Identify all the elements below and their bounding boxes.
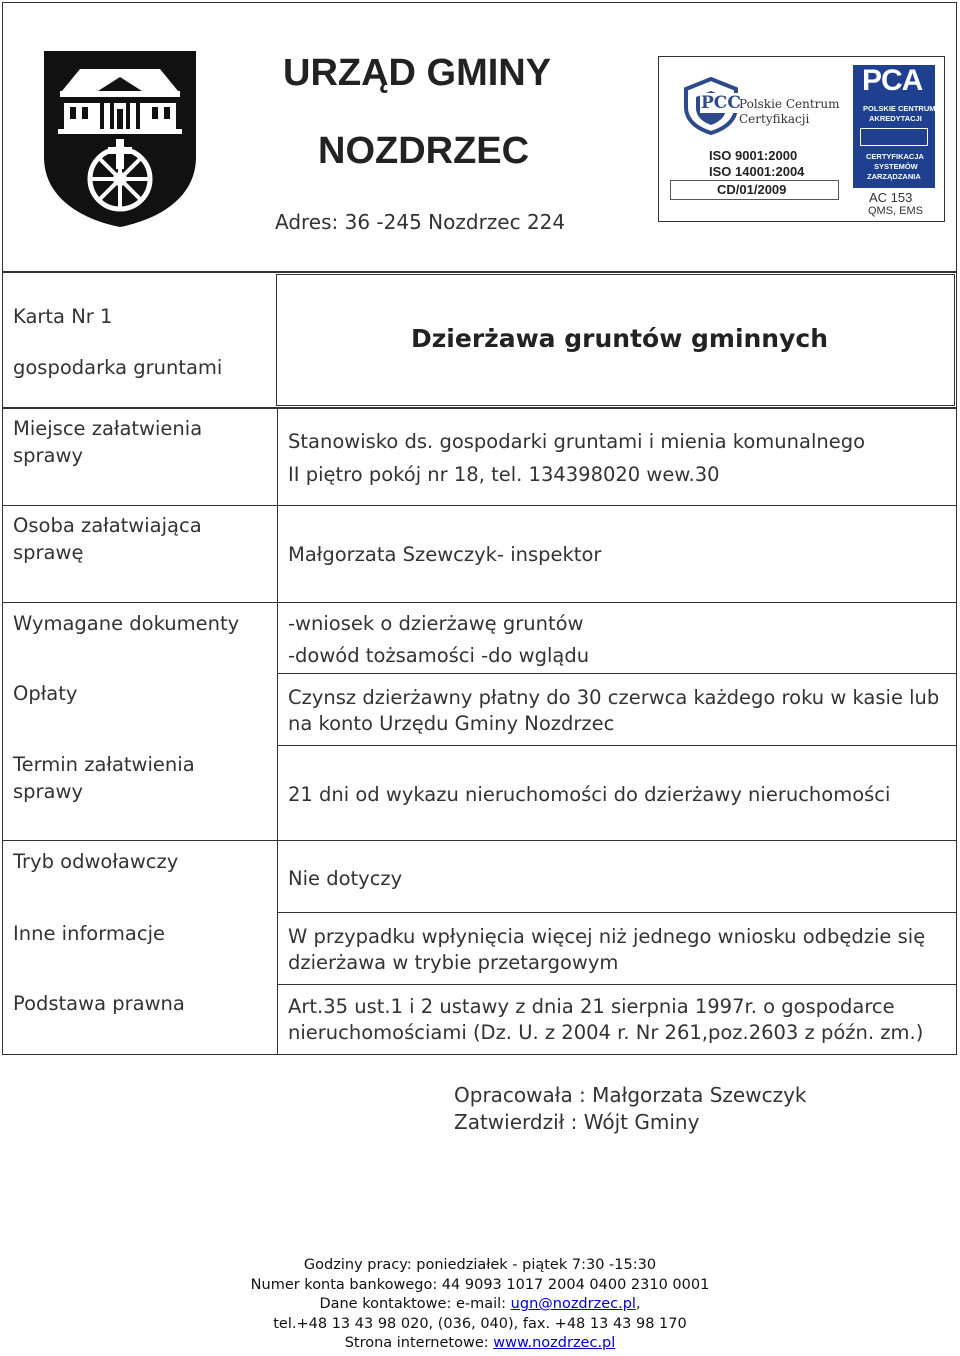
row-divider	[3, 840, 956, 841]
row-divider	[277, 673, 956, 674]
place-label-line2: sprawy	[13, 444, 83, 467]
other-info-label: Inne informacje	[13, 922, 165, 945]
phone-fax: tel.+48 13 43 98 020, (036, 040), fax. +48 13 43 98 170	[273, 1315, 687, 1332]
appeal-value: Nie dotyczy	[288, 867, 403, 890]
bank-account: Numer konta bankowego: 44 9093 1017 2004 0400 2310 0001	[250, 1276, 710, 1293]
row-divider	[277, 602, 956, 603]
website-line	[150, 1334, 810, 1354]
pca-name-line1: POLSKIE CENTRUM	[863, 104, 936, 113]
row-divider	[3, 602, 277, 603]
other-info-value-line2: dzierżawa w trybie przetargowym	[288, 951, 619, 974]
approved-by: Zatwierdził : Wójt Gminy	[454, 1110, 700, 1134]
iso-9001: ISO 9001:2000	[709, 148, 798, 163]
term-label-line1: Termin załatwienia	[13, 753, 195, 776]
website-link[interactable]: www.nozdrzec.pl	[493, 1335, 616, 1351]
legal-basis-value-line1: Art.35 ust.1 i 2 ustawy z dnia 21 sierpnia 1997r. o gospodarce	[288, 995, 895, 1018]
fees-label: Opłaty	[13, 682, 78, 705]
place-label-line1: Miejsce załatwienia	[13, 417, 203, 440]
email-link[interactable]: ugn@nozdrzec.pl	[510, 1296, 636, 1312]
documents-value-line1: -wniosek o dzierżawę gruntów	[288, 612, 584, 635]
row-divider	[3, 505, 277, 506]
place-value-line1: Stanowisko ds. gospodarki gruntami i mienia komunalnego	[288, 430, 866, 453]
row-divider	[277, 745, 956, 746]
prepared-by: Opracowała : Małgorzata Szewczyk	[454, 1083, 807, 1107]
pca-cert-line3: ZARZĄDZANIA	[867, 172, 921, 181]
pca-badge-divider	[860, 128, 928, 146]
person-value: Małgorzata Szewczyk- inspektor	[288, 543, 602, 566]
pca-logo-text: PCA	[862, 64, 923, 97]
documents-value-line2: -dowód tożsamości -do wglądu	[288, 644, 590, 667]
coat-of-arms-emblem	[40, 47, 200, 229]
row-divider	[277, 912, 956, 913]
office-hours: Godziny pracy: poniedziałek - piątek 7:30 -15:30	[303, 1257, 657, 1273]
website-prefix: Strona internetowe:	[344, 1335, 494, 1351]
card-number: Karta Nr 1	[13, 305, 113, 328]
other-info-value-line1: W przypadku wpłynięcia więcej niż jednego wniosku odbędzie się	[288, 925, 926, 948]
row-divider	[277, 505, 956, 506]
card-category: gospodarka gruntami	[13, 356, 223, 379]
appeal-label: Tryb odwoławczy	[13, 850, 179, 873]
place-value-line2: II piętro pokój nr 18, tel. 134398020 wew.30	[288, 463, 720, 486]
card-title: Dzierżawa gruntów gminnych	[411, 324, 829, 353]
pca-name-line2: AKREDYTACJI	[869, 114, 922, 123]
term-label-line2: sprawy	[13, 780, 83, 803]
footer	[150, 1256, 810, 1354]
pcc-certificate-number: CD/01/2009	[717, 182, 787, 197]
person-label-line1: Osoba załatwiająca	[13, 514, 202, 537]
office-title-line2: NOZDRZEC	[318, 130, 530, 172]
legal-basis-label: Podstawa prawna	[13, 992, 185, 1015]
fees-value-line2: na konto Urzędu Gminy Nozdrzec	[288, 712, 615, 735]
contact-suffix: ,	[635, 1296, 641, 1312]
iso-14001: ISO 14001:2004	[709, 164, 805, 179]
office-address: Adres: 36 -245 Nozdrzec 224	[275, 210, 566, 234]
pcc-logo-text: PCC	[701, 93, 741, 113]
fees-value-line1: Czynsz dzierżawny płatny do 30 czerwca każdego roku w kasie lub	[288, 686, 940, 709]
pcc-name-line1: Polskie Centrum	[739, 97, 840, 111]
term-value: 21 dni od wykazu nieruchomości do dzierżawy nieruchomości	[288, 783, 891, 806]
legal-basis-value-line2: nieruchomościami (Dz. U. z 2004 r. Nr 261,poz.2603 z późn. zm.)	[288, 1021, 924, 1044]
pca-cert-line2: SYSTEMÓW	[874, 162, 918, 171]
office-title-line1: URZĄD GMINY	[283, 52, 552, 94]
documents-label: Wymagane dokumenty	[13, 612, 240, 635]
pca-accreditation-number: AC 153	[869, 190, 913, 205]
contact-line	[150, 1295, 810, 1315]
contact-prefix: Dane kontaktowe: e-mail:	[319, 1296, 511, 1312]
person-label-line2: sprawę	[13, 541, 84, 564]
pca-cert-line1: CERTYFIKACJA	[866, 152, 924, 161]
pcc-name-line2: Certyfikacji	[739, 112, 810, 126]
row-divider	[277, 984, 956, 985]
pca-scope: QMS, EMS	[868, 205, 924, 217]
